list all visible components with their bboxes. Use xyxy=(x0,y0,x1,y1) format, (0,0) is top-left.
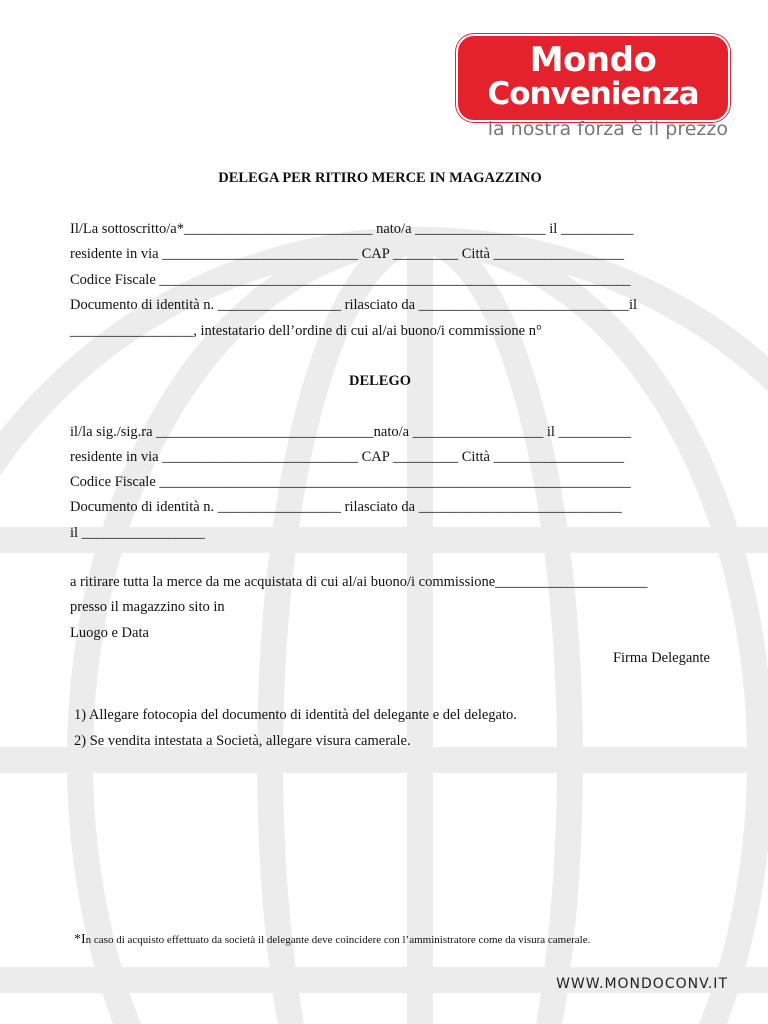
form-line: Documento di identità n. _________________ rilasciato da _____________________________il xyxy=(70,297,638,313)
form-line: residente in via ___________________________ CAP _________ Città __________________ xyxy=(70,449,625,465)
note-item: 1) Allegare fotocopia del documento di identità del delegante e del delegato. xyxy=(74,707,517,723)
form-line: Il/La sottoscritto/a*__________________________ nato/a __________________ il __________ xyxy=(70,221,634,237)
form-line: Codice Fiscale _________________________________________________________________ xyxy=(70,272,631,288)
footnote-text: n caso di acquisto effettuato da società il delegante deve coincidere con l’amministratore come da visura camerale. xyxy=(85,934,591,946)
form-line: il/la sig./sig.ra ______________________________nato/a __________________ il __________ xyxy=(70,424,632,440)
body-line: Luogo e Data xyxy=(70,625,149,641)
form-line: _________________, intestatario dell’ordine di cui al/ai buono/i commissione n° xyxy=(70,323,542,339)
form-line: Codice Fiscale _________________________________________________________________ xyxy=(70,474,631,490)
footnote xyxy=(74,932,590,948)
document-title: DELEGA PER RITIRO MERCE IN MAGAZZINO xyxy=(218,170,542,186)
body-line: presso il magazzino sito in xyxy=(70,599,225,615)
delego-heading: DELEGO xyxy=(348,373,412,389)
signature-label: Firma Delegante xyxy=(612,650,710,666)
logo-tagline: la nostra forza è il prezzo xyxy=(487,118,728,140)
note-item: 2) Se vendita intestata a Società, allegare visura camerale. xyxy=(74,733,411,749)
form-line: residente in via ___________________________ CAP _________ Città __________________ xyxy=(70,246,625,262)
body-line: a ritirare tutta la merce da me acquistata di cui al/ai buono/i commissione_____________________ xyxy=(70,574,648,590)
form-line: il _________________ xyxy=(70,525,205,541)
form-line: Documento di identità n. _________________ rilasciato da ____________________________ xyxy=(70,499,622,515)
brand-logo[interactable] xyxy=(456,34,728,144)
logo-word-mondo: Mondo xyxy=(529,40,657,80)
website-link[interactable]: WWW.MONDOCONV.IT xyxy=(556,976,728,992)
footnote-marker: *I xyxy=(74,932,86,947)
logo-badge xyxy=(456,34,730,122)
logo-word-convenienza: Convenienza xyxy=(487,76,699,112)
